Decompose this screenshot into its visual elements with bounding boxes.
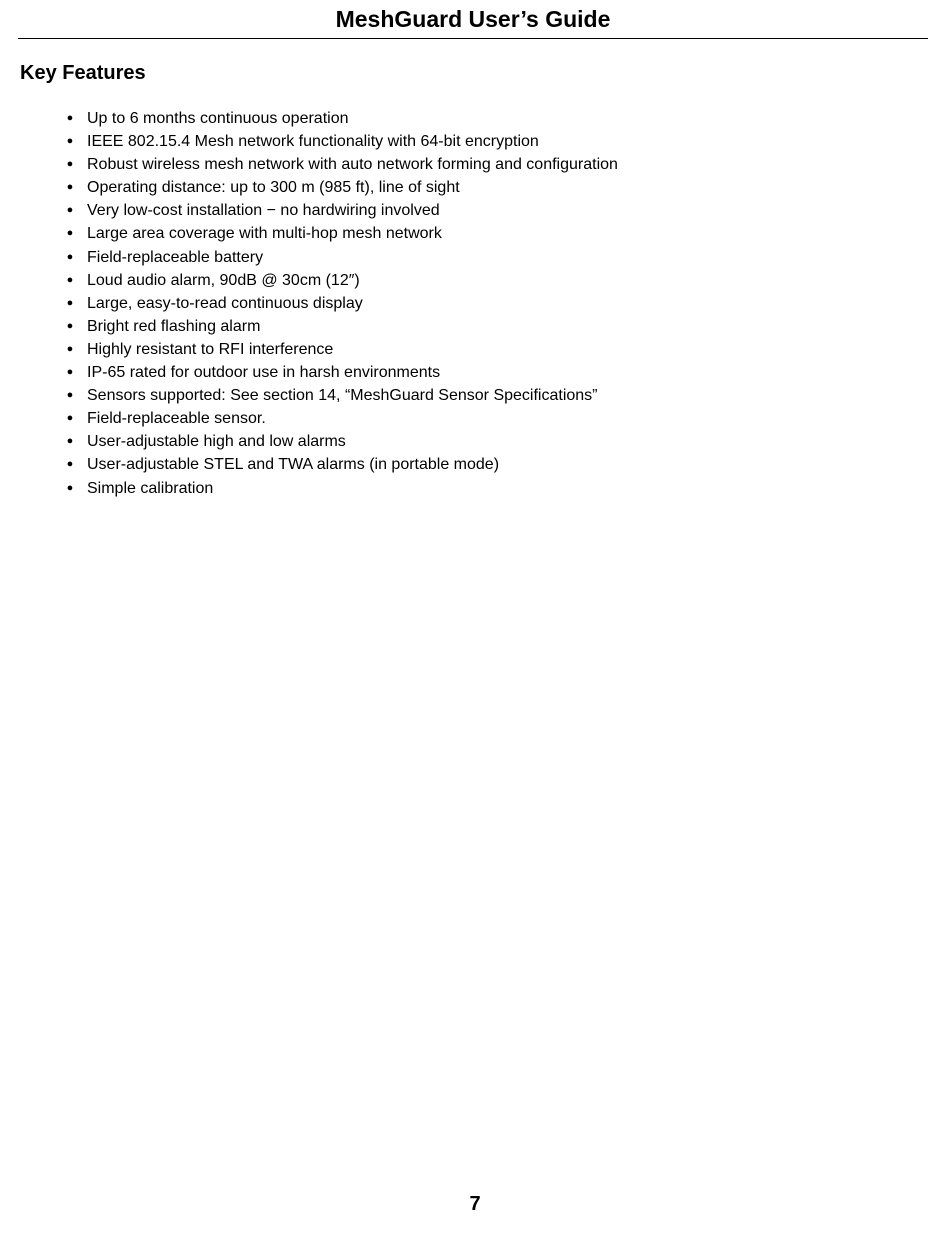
bullet-icon: ● — [66, 481, 74, 494]
list-item — [66, 292, 618, 315]
bullet-icon: ● — [66, 435, 74, 448]
list-item-text: Field-replaceable battery — [87, 248, 264, 266]
bullet-icon: ● — [66, 412, 74, 425]
list-item-text: Simple calibration — [87, 479, 214, 497]
list-item — [66, 453, 618, 476]
list-item — [66, 107, 618, 130]
bullet-icon: ● — [66, 250, 74, 263]
list-item — [66, 246, 618, 269]
list-item-text: Highly resistant to RFI interference — [87, 340, 334, 358]
list-item — [66, 407, 618, 430]
section-heading: Key Features — [20, 62, 146, 84]
list-item — [66, 199, 618, 222]
document-title: MeshGuard User’s Guide — [335, 6, 611, 32]
list-item-text: Very low-cost installation − no hardwiring involved — [87, 202, 440, 220]
list-item-text: Large, easy-to-read continuous display — [87, 294, 363, 312]
list-item-text: Field-replaceable sensor. — [87, 410, 266, 428]
feature-list — [66, 107, 618, 500]
document-header — [18, 4, 928, 39]
bullet-icon: ● — [66, 273, 74, 286]
bullet-icon: ● — [66, 389, 74, 402]
bullet-icon: ● — [66, 227, 74, 240]
list-item — [66, 477, 618, 500]
list-item — [66, 338, 618, 361]
bullet-icon: ● — [66, 112, 74, 124]
list-item — [66, 176, 618, 199]
list-item — [66, 269, 618, 292]
list-item — [66, 361, 618, 384]
bullet-icon: ● — [66, 319, 74, 332]
list-item — [66, 384, 618, 407]
list-item — [66, 222, 618, 245]
bullet-icon: ● — [66, 458, 74, 471]
list-item-text: User-adjustable high and low alarms — [87, 433, 346, 451]
list-item — [66, 130, 618, 153]
list-item-text: Bright red flashing alarm — [87, 317, 261, 335]
list-item-text: Loud audio alarm, 90dB @ 30cm (12″) — [87, 271, 360, 289]
list-item-text: Robust wireless mesh network with auto network forming and configuration — [87, 156, 618, 174]
list-item — [66, 430, 618, 453]
bullet-icon: ● — [66, 296, 74, 309]
page-number: 7 — [469, 1193, 481, 1215]
list-item-text: Operating distance: up to 300 m (985 ft), line of sight — [87, 179, 460, 197]
bullet-icon: ● — [66, 366, 74, 379]
list-item-text: User-adjustable STEL and TWA alarms (in portable mode) — [87, 456, 500, 474]
bullet-icon: ● — [66, 158, 74, 171]
list-item-text: Large area coverage with multi-hop mesh network — [87, 225, 442, 243]
list-item — [66, 153, 618, 176]
bullet-icon: ● — [66, 204, 74, 217]
list-item-text: Up to 6 months continuous operation — [87, 110, 349, 127]
list-item-text: IP-65 rated for outdoor use in harsh environments — [87, 364, 441, 382]
bullet-icon: ● — [66, 135, 74, 148]
bullet-icon: ● — [66, 342, 74, 355]
list-item-text: IEEE 802.15.4 Mesh network functionality with 64-bit encryption — [87, 133, 539, 151]
list-item — [66, 315, 618, 338]
bullet-icon: ● — [66, 181, 74, 194]
list-item-text: Sensors supported: See section 14, “MeshGuard Sensor Specifications” — [87, 387, 598, 405]
